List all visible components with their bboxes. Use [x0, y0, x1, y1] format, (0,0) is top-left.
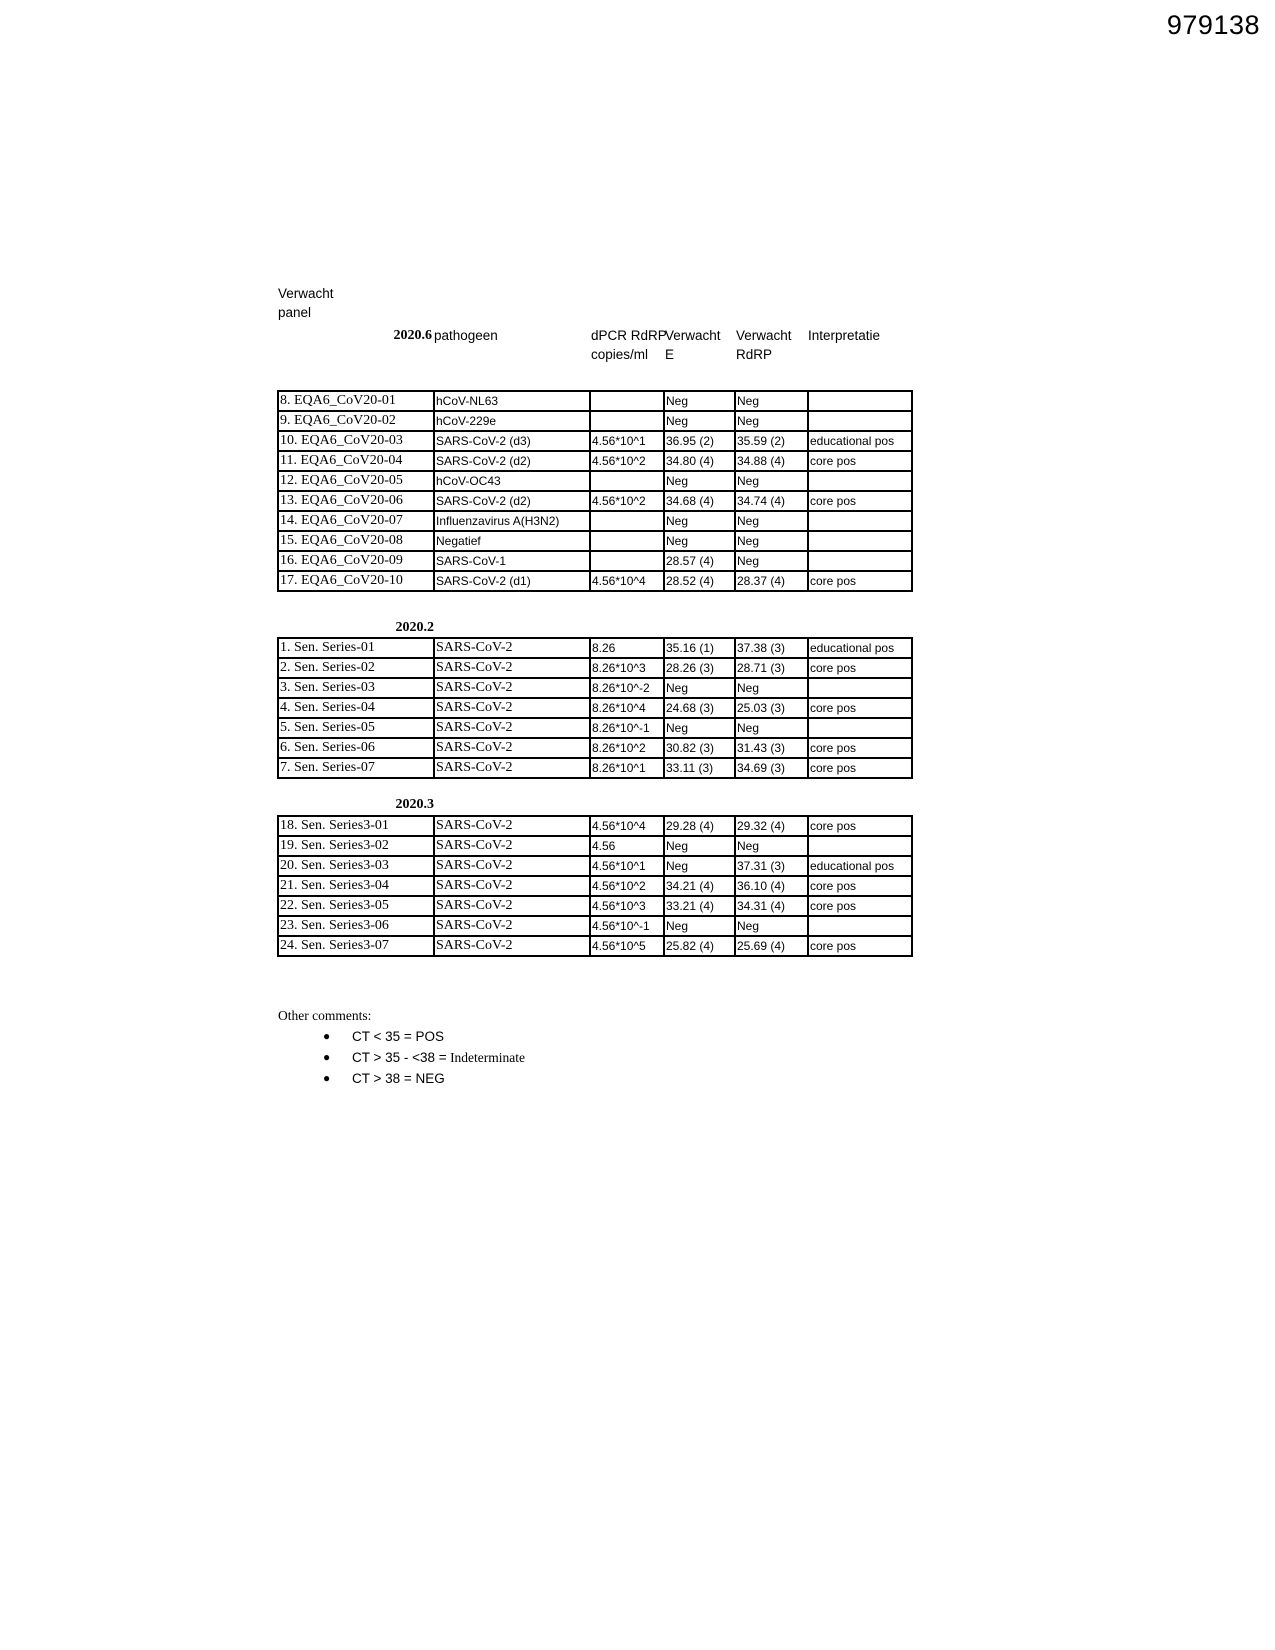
- pathogen-cell: SARS-CoV-2 (d2): [434, 451, 590, 471]
- pathogen-cell: SARS-CoV-2 (d1): [434, 571, 590, 591]
- pathogen-cell: SARS-CoV-2: [434, 738, 590, 758]
- interpretatie-cell: core pos: [808, 738, 912, 758]
- verwacht-rdrp-cell: 36.10 (4): [735, 876, 808, 896]
- header-rdrp-line1: Verwacht: [736, 328, 792, 343]
- verwacht-e-cell: 28.52 (4): [664, 571, 735, 591]
- verwacht-e-cell: 29.28 (4): [664, 816, 735, 836]
- verwacht-rdrp-cell: 25.69 (4): [735, 936, 808, 956]
- header-e-line1: Verwacht: [665, 328, 721, 343]
- interpretatie-cell: core pos: [808, 571, 912, 591]
- dpcr-cell: 4.56*10^3: [590, 896, 664, 916]
- table-row: [278, 411, 912, 431]
- verwacht-e-cell: Neg: [664, 391, 735, 411]
- verwacht-e-cell: Neg: [664, 718, 735, 738]
- verwacht-rdrp-cell: 37.31 (3): [735, 856, 808, 876]
- header-label: [278, 284, 334, 322]
- dpcr-cell: 4.56*10^2: [590, 451, 664, 471]
- sample-cell: 15. EQA6_CoV20-08: [278, 531, 434, 551]
- pathogen-cell: SARS-CoV-2: [434, 856, 590, 876]
- interpretatie-cell: core pos: [808, 698, 912, 718]
- header-verwacht-rdrp: [736, 326, 792, 364]
- interpretatie-cell: [808, 471, 912, 491]
- verwacht-rdrp-cell: 25.03 (3): [735, 698, 808, 718]
- verwacht-e-cell: 24.68 (3): [664, 698, 735, 718]
- table-row: [278, 896, 912, 916]
- dpcr-cell: [590, 551, 664, 571]
- dpcr-cell: 8.26*10^-2: [590, 678, 664, 698]
- pathogen-cell: hCoV-229e: [434, 411, 590, 431]
- comments-title: Other comments:: [278, 1008, 372, 1023]
- header-e-line2: E: [665, 347, 675, 362]
- sample-cell: 14. EQA6_CoV20-07: [278, 511, 434, 531]
- table-row: [278, 658, 912, 678]
- verwacht-e-cell: 33.21 (4): [664, 896, 735, 916]
- table-row: [278, 876, 912, 896]
- pathogen-cell: SARS-CoV-2: [434, 658, 590, 678]
- pathogen-cell: SARS-CoV-2: [434, 936, 590, 956]
- ct-criteria-code: CT < 35 = POS: [352, 1029, 445, 1044]
- verwacht-rdrp-cell: Neg: [735, 511, 808, 531]
- sample-cell: 6. Sen. Series-06: [278, 738, 434, 758]
- table-row: [278, 738, 912, 758]
- dpcr-cell: 4.56*10^1: [590, 431, 664, 451]
- panel-table-body: [278, 638, 912, 778]
- dpcr-cell: 8.26*10^4: [590, 698, 664, 718]
- dpcr-cell: [590, 511, 664, 531]
- panel-year-2020-2: 2020.2: [395, 620, 434, 635]
- sample-cell: 19. Sen. Series3-02: [278, 836, 434, 856]
- header-pathogen: pathogeen: [434, 328, 498, 343]
- verwacht-e-cell: 36.95 (2): [664, 431, 735, 451]
- ct-criteria-item: [310, 1047, 525, 1068]
- pathogen-cell: SARS-CoV-2: [434, 816, 590, 836]
- panel-table-2020-3: [277, 815, 913, 957]
- dpcr-cell: 4.56*10^2: [590, 491, 664, 511]
- sample-cell: 5. Sen. Series-05: [278, 718, 434, 738]
- verwacht-rdrp-cell: Neg: [735, 471, 808, 491]
- sample-cell: 1. Sen. Series-01: [278, 638, 434, 658]
- verwacht-e-cell: 34.68 (4): [664, 491, 735, 511]
- ct-criteria-code: CT > 35 - <38 =: [352, 1050, 447, 1065]
- table-row: [278, 718, 912, 738]
- bullet-icon: ●: [323, 1071, 331, 1085]
- interpretatie-cell: [808, 678, 912, 698]
- interpretatie-cell: [808, 531, 912, 551]
- dpcr-cell: 4.56*10^1: [590, 856, 664, 876]
- panel-table-body: [278, 816, 912, 956]
- pathogen-cell: SARS-CoV-2: [434, 758, 590, 778]
- interpretatie-cell: core pos: [808, 876, 912, 896]
- dpcr-cell: [590, 531, 664, 551]
- interpretatie-cell: core pos: [808, 896, 912, 916]
- header-label-line2: panel: [278, 305, 312, 320]
- table-row: [278, 836, 912, 856]
- table-row: [278, 391, 912, 411]
- pathogen-cell: hCoV-NL63: [434, 391, 590, 411]
- pathogen-cell: hCoV-OC43: [434, 471, 590, 491]
- ct-criteria-rest: Indeterminate: [446, 1050, 526, 1065]
- sample-cell: 2. Sen. Series-02: [278, 658, 434, 678]
- table-row: [278, 571, 912, 591]
- dpcr-cell: 4.56*10^5: [590, 936, 664, 956]
- sample-cell: 4. Sen. Series-04: [278, 698, 434, 718]
- verwacht-rdrp-cell: Neg: [735, 836, 808, 856]
- header-dpcr-line1: dPCR RdRP: [591, 328, 667, 343]
- ct-criteria-item: [310, 1026, 525, 1047]
- panel-table-2020-6: [277, 390, 913, 592]
- document-id: 979138: [1166, 10, 1260, 40]
- sample-cell: 13. EQA6_CoV20-06: [278, 491, 434, 511]
- verwacht-rdrp-cell: Neg: [735, 411, 808, 431]
- sample-cell: 10. EQA6_CoV20-03: [278, 431, 434, 451]
- verwacht-rdrp-cell: 34.69 (3): [735, 758, 808, 778]
- pathogen-cell: SARS-CoV-2: [434, 678, 590, 698]
- verwacht-e-cell: 34.80 (4): [664, 451, 735, 471]
- interpretatie-cell: core pos: [808, 936, 912, 956]
- verwacht-rdrp-cell: 28.37 (4): [735, 571, 808, 591]
- verwacht-e-cell: Neg: [664, 411, 735, 431]
- verwacht-e-cell: Neg: [664, 678, 735, 698]
- interpretatie-cell: [808, 916, 912, 936]
- dpcr-cell: 4.56*10^2: [590, 876, 664, 896]
- verwacht-e-cell: 25.82 (4): [664, 936, 735, 956]
- sample-cell: 23. Sen. Series3-06: [278, 916, 434, 936]
- verwacht-e-cell: 28.26 (3): [664, 658, 735, 678]
- panel-year-2020-3: 2020.3: [395, 797, 434, 812]
- sample-cell: 7. Sen. Series-07: [278, 758, 434, 778]
- header-verwacht-e: [665, 326, 721, 364]
- verwacht-e-cell: 33.11 (3): [664, 758, 735, 778]
- sample-cell: 18. Sen. Series3-01: [278, 816, 434, 836]
- ct-criteria-code: CT > 38 = NEG: [352, 1071, 445, 1086]
- table-row: [278, 916, 912, 936]
- verwacht-rdrp-cell: 34.31 (4): [735, 896, 808, 916]
- verwacht-rdrp-cell: 35.59 (2): [735, 431, 808, 451]
- dpcr-cell: 8.26*10^2: [590, 738, 664, 758]
- header-label-line1: Verwacht: [278, 286, 334, 301]
- panel-year-2020-6: 2020.6: [393, 328, 432, 343]
- verwacht-rdrp-cell: 37.38 (3): [735, 638, 808, 658]
- table-row: [278, 758, 912, 778]
- panel-table-body: [278, 391, 912, 591]
- dpcr-cell: 4.56*10^4: [590, 571, 664, 591]
- pathogen-cell: SARS-CoV-2 (d2): [434, 491, 590, 511]
- verwacht-rdrp-cell: Neg: [735, 678, 808, 698]
- verwacht-e-cell: Neg: [664, 471, 735, 491]
- table-row: [278, 511, 912, 531]
- dpcr-cell: 8.26*10^-1: [590, 718, 664, 738]
- interpretatie-cell: core pos: [808, 658, 912, 678]
- sample-cell: 21. Sen. Series3-04: [278, 876, 434, 896]
- table-row: [278, 531, 912, 551]
- verwacht-rdrp-cell: Neg: [735, 531, 808, 551]
- header-dpcr: [591, 326, 667, 364]
- header-interpretatie: Interpretatie: [808, 328, 881, 343]
- table-row: [278, 816, 912, 836]
- table-row: [278, 698, 912, 718]
- dpcr-cell: [590, 391, 664, 411]
- table-row: [278, 551, 912, 571]
- interpretatie-cell: core pos: [808, 451, 912, 471]
- sample-cell: 16. EQA6_CoV20-09: [278, 551, 434, 571]
- verwacht-rdrp-cell: 31.43 (3): [735, 738, 808, 758]
- dpcr-cell: 8.26*10^1: [590, 758, 664, 778]
- verwacht-e-cell: 28.57 (4): [664, 551, 735, 571]
- header-dpcr-line2: copies/ml: [591, 347, 649, 362]
- table-row: [278, 451, 912, 471]
- pathogen-cell: SARS-CoV-2: [434, 916, 590, 936]
- sample-cell: 12. EQA6_CoV20-05: [278, 471, 434, 491]
- verwacht-rdrp-cell: 34.74 (4): [735, 491, 808, 511]
- dpcr-cell: 4.56*10^4: [590, 816, 664, 836]
- verwacht-e-cell: 35.16 (1): [664, 638, 735, 658]
- table-row: [278, 678, 912, 698]
- pathogen-cell: SARS-CoV-2: [434, 698, 590, 718]
- table-row: [278, 936, 912, 956]
- interpretatie-cell: educational pos: [808, 856, 912, 876]
- interpretatie-cell: core pos: [808, 816, 912, 836]
- interpretatie-cell: [808, 511, 912, 531]
- pathogen-cell: Influenzavirus A(H3N2): [434, 511, 590, 531]
- ct-criteria-list: [310, 1026, 525, 1089]
- verwacht-e-cell: Neg: [664, 836, 735, 856]
- table-row: [278, 638, 912, 658]
- interpretatie-cell: educational pos: [808, 431, 912, 451]
- table-row: [278, 431, 912, 451]
- verwacht-rdrp-cell: Neg: [735, 718, 808, 738]
- interpretatie-cell: [808, 411, 912, 431]
- interpretatie-cell: educational pos: [808, 638, 912, 658]
- pathogen-cell: SARS-CoV-2: [434, 896, 590, 916]
- pathogen-cell: SARS-CoV-1: [434, 551, 590, 571]
- dpcr-cell: 4.56*10^-1: [590, 916, 664, 936]
- sample-cell: 11. EQA6_CoV20-04: [278, 451, 434, 471]
- verwacht-e-cell: Neg: [664, 531, 735, 551]
- verwacht-e-cell: Neg: [664, 916, 735, 936]
- verwacht-e-cell: 34.21 (4): [664, 876, 735, 896]
- pathogen-cell: Negatief: [434, 531, 590, 551]
- table-row: [278, 856, 912, 876]
- pathogen-cell: SARS-CoV-2: [434, 718, 590, 738]
- dpcr-cell: 8.26*10^3: [590, 658, 664, 678]
- pathogen-cell: SARS-CoV-2: [434, 876, 590, 896]
- table-row: [278, 471, 912, 491]
- interpretatie-cell: core pos: [808, 491, 912, 511]
- sample-cell: 9. EQA6_CoV20-02: [278, 411, 434, 431]
- verwacht-rdrp-cell: 28.71 (3): [735, 658, 808, 678]
- panel-table-2020-2: [277, 637, 913, 779]
- sample-cell: 24. Sen. Series3-07: [278, 936, 434, 956]
- interpretatie-cell: [808, 836, 912, 856]
- dpcr-cell: [590, 411, 664, 431]
- verwacht-rdrp-cell: 34.88 (4): [735, 451, 808, 471]
- verwacht-rdrp-cell: Neg: [735, 551, 808, 571]
- table-row: [278, 491, 912, 511]
- verwacht-e-cell: Neg: [664, 511, 735, 531]
- interpretatie-cell: [808, 391, 912, 411]
- pathogen-cell: SARS-CoV-2: [434, 836, 590, 856]
- sample-cell: 17. EQA6_CoV20-10: [278, 571, 434, 591]
- ct-criteria-item: [310, 1068, 525, 1089]
- dpcr-cell: 8.26: [590, 638, 664, 658]
- bullet-icon: ●: [323, 1029, 331, 1043]
- interpretatie-cell: [808, 718, 912, 738]
- pathogen-cell: SARS-CoV-2: [434, 638, 590, 658]
- dpcr-cell: 4.56: [590, 836, 664, 856]
- sample-cell: 20. Sen. Series3-03: [278, 856, 434, 876]
- bullet-icon: ●: [323, 1050, 331, 1064]
- interpretatie-cell: core pos: [808, 758, 912, 778]
- sample-cell: 3. Sen. Series-03: [278, 678, 434, 698]
- verwacht-e-cell: Neg: [664, 856, 735, 876]
- interpretatie-cell: [808, 551, 912, 571]
- verwacht-e-cell: 30.82 (3): [664, 738, 735, 758]
- verwacht-rdrp-cell: Neg: [735, 916, 808, 936]
- verwacht-rdrp-cell: 29.32 (4): [735, 816, 808, 836]
- verwacht-rdrp-cell: Neg: [735, 391, 808, 411]
- header-rdrp-line2: RdRP: [736, 347, 773, 362]
- sample-cell: 8. EQA6_CoV20-01: [278, 391, 434, 411]
- sample-cell: 22. Sen. Series3-05: [278, 896, 434, 916]
- pathogen-cell: SARS-CoV-2 (d3): [434, 431, 590, 451]
- dpcr-cell: [590, 471, 664, 491]
